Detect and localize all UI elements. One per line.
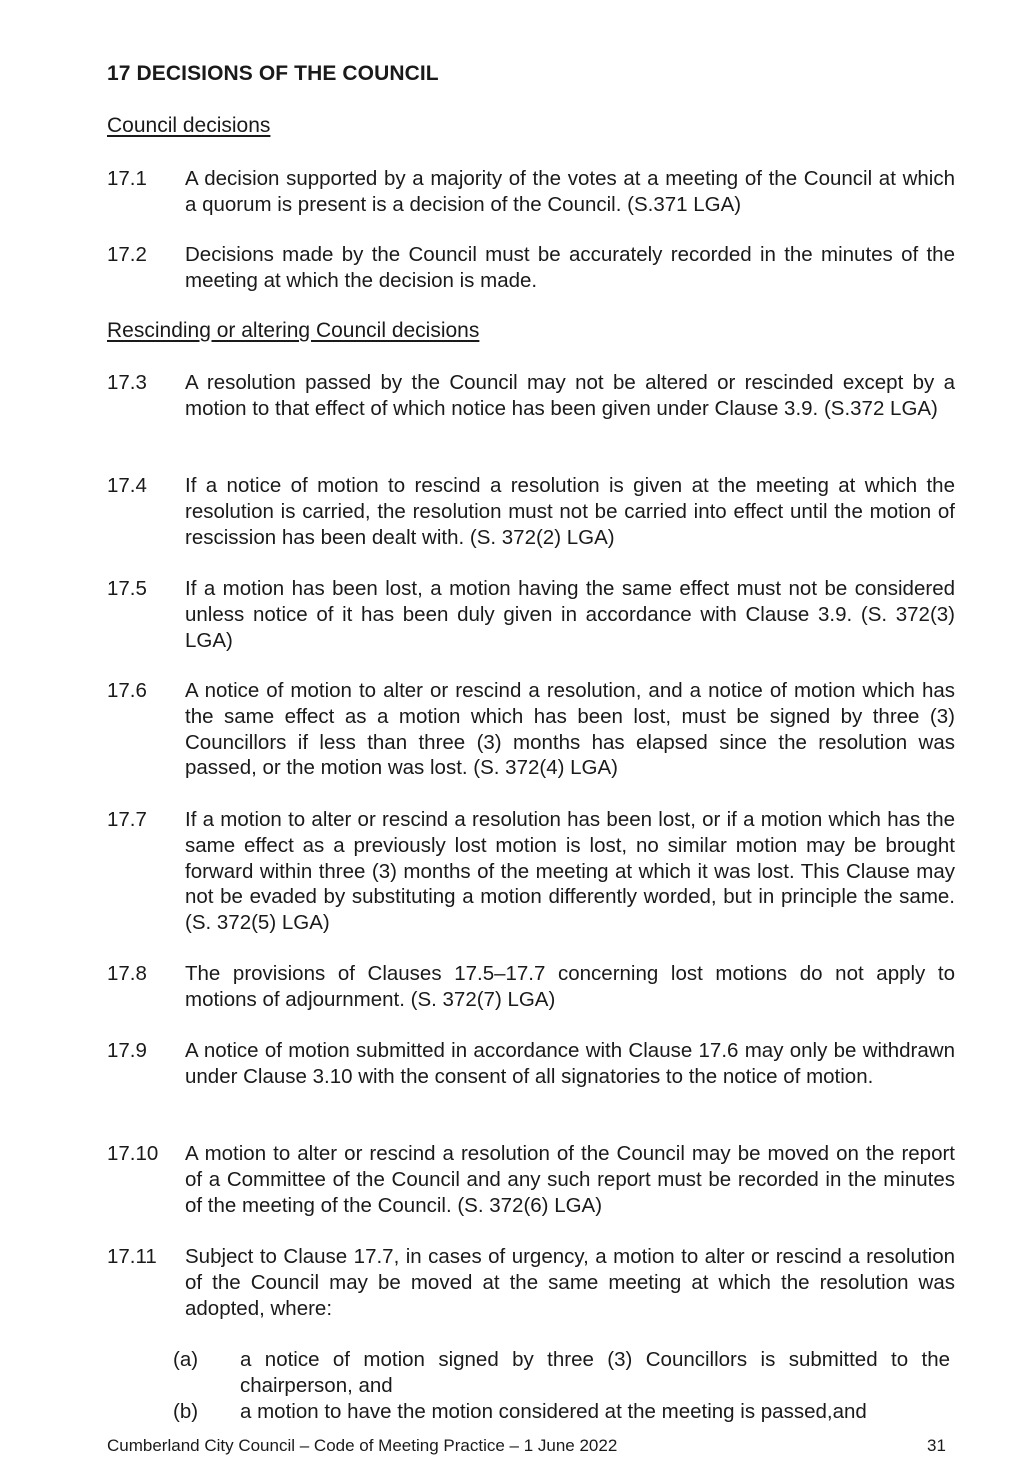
clause-text: A notice of motion submitted in accordance with Clause 17.6 may only be withdrawn under Clause 3.10 with the consent of all signatories to the notice of motion. [185, 1039, 955, 1088]
sub-item-text: a motion to have the motion considered at the meeting is passed,and [240, 1400, 867, 1423]
sub-item-text: a notice of motion signed by three (3) Councillors is submitted to the chairperson, and [240, 1348, 950, 1397]
clause-number: 17.8 [107, 962, 147, 985]
clause-17-6 [107, 678, 955, 781]
clause-17-7 [107, 807, 955, 936]
sub-item-letter: (b) [173, 1400, 199, 1423]
clause-number: 17.6 [107, 679, 147, 702]
clause-number: 17.10 [107, 1142, 159, 1165]
clause-number: 17.3 [107, 371, 147, 394]
clause-17-10 [107, 1141, 955, 1218]
clause-number: 17.11 [107, 1245, 157, 1268]
clause-17-5 [107, 576, 955, 653]
clause-text: Subject to Clause 17.7, in cases of urgency, a motion to alter or rescind a resolution of the Council may be moved at the same meeting at which the resolution was adopted, where: [185, 1245, 955, 1320]
clause-number: 17.5 [107, 577, 147, 600]
clause-text: Decisions made by the Council must be accurately recorded in the minutes of the meeting at which the decision is made. [185, 243, 955, 292]
clause-text: If a motion to alter or rescind a resolution has been lost, or if a motion which has the same effect as a previously lost motion is lost, no similar motion may be brought forward within three (3) months of the meeting at which it was lost. This Clause may not be evaded by substituting a motion differently worded, but in principle the same. (S. 372(5) LGA) [185, 808, 955, 935]
footer-title: Cumberland City Council – Code of Meeting Practice – 1 June 2022 [107, 1436, 618, 1455]
clause-text: If a motion has been lost, a motion having the same effect must not be considered unless notice of it has been duly given in accordance with Clause 3.9. (S. 372(3) LGA) [185, 577, 955, 652]
clause-number: 17.9 [107, 1039, 147, 1062]
clause-text: The provisions of Clauses 17.5–17.7 concerning lost motions do not apply to motions of adjournment. (S. 372(7) LGA) [185, 962, 955, 1011]
clause-text: A resolution passed by the Council may not be altered or rescinded except by a motion to that effect of which notice has been given under Clause 3.9. (S.372 LGA) [185, 371, 955, 420]
clause-17-8 [107, 961, 955, 1013]
clause-number: 17.7 [107, 808, 147, 831]
clause-text: A decision supported by a majority of the votes at a meeting of the Council at which a quorum is present is a decision of the Council. (S.371 LGA) [185, 167, 955, 216]
subheading-rescinding: Rescinding or altering Council decisions [107, 319, 480, 342]
clause-text: A motion to alter or rescind a resolution of the Council may be moved on the report of a Committee of the Council and any such report must be recorded in the minutes of the meeting of the Council. (S. 372(6) LGA) [185, 1142, 955, 1217]
clause-17-2 [107, 242, 955, 294]
clause-17-1 [107, 166, 955, 218]
clause-number: 17.1 [107, 167, 147, 190]
sub-item-a [173, 1347, 950, 1399]
clause-text: If a notice of motion to rescind a resolution is given at the meeting at which the resolution is carried, the resolution must not be carried into effect until the motion of rescission has been dealt with. (S. 372(2) LGA) [185, 474, 955, 549]
subheading-council-decisions: Council decisions [107, 114, 271, 137]
clause-17-11 [107, 1244, 955, 1321]
section-heading: 17 DECISIONS OF THE COUNCIL [107, 62, 439, 85]
sub-item-letter: (a) [173, 1348, 199, 1371]
sub-item-b [173, 1399, 950, 1425]
clause-text: A notice of motion to alter or rescind a resolution, and a notice of motion which has the same effect as a motion which has been lost, must be signed by three (3) Councillors if less than three (3) months has elapsed since the resolution was passed, or the motion was lost. (S. 372(4) LGA) [185, 679, 955, 780]
clause-number: 17.4 [107, 474, 147, 497]
page-number: 31 [927, 1436, 946, 1455]
clause-17-3 [107, 370, 955, 422]
clause-number: 17.2 [107, 243, 147, 266]
clause-17-4 [107, 473, 955, 550]
clause-17-9 [107, 1038, 955, 1090]
